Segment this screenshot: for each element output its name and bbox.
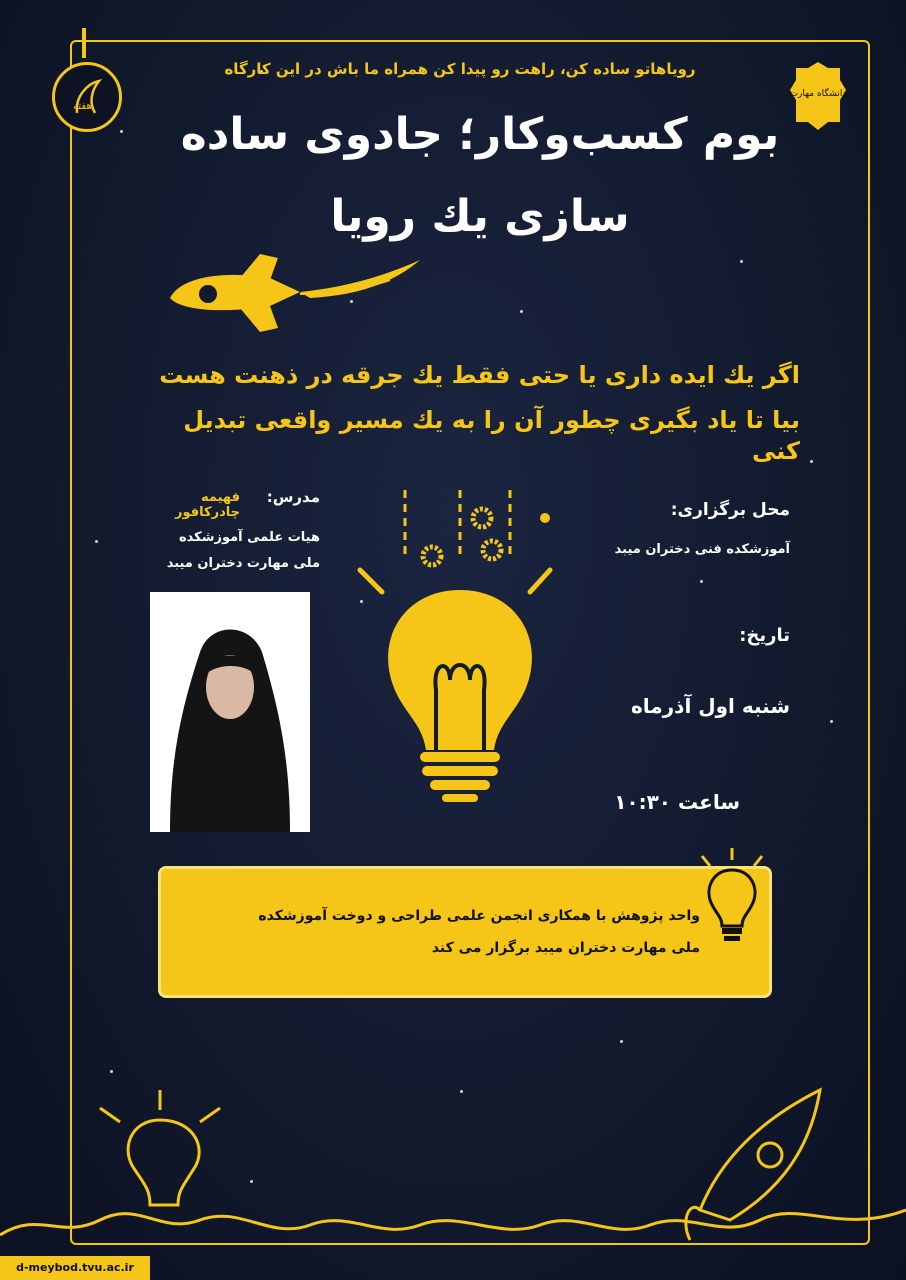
gear-icon: [423, 509, 501, 565]
teacher-photo: [150, 592, 310, 832]
note-line1: واحد پژوهش با همکاری انجمن علمی طراحی و دوخت آموزشکده: [258, 908, 700, 924]
rocket-icon: [160, 248, 430, 338]
lightbulb-icon: [350, 480, 570, 820]
date-label: تاریخ:: [739, 625, 790, 646]
footer-url[interactable]: d-meybod.tvu.ac.ir: [0, 1256, 150, 1280]
lead-line2: بیا تا یاد بگیری چطور آن را به یك مسیر واقعی تبدیل کنی: [183, 406, 800, 466]
venue-value: آموزشکده فنی دختران میبد: [614, 542, 790, 557]
left-logo-text: هفته: [73, 101, 92, 112]
small-lightbulb-icon: [692, 846, 772, 946]
venue-label: محل برگزاری:: [670, 500, 790, 520]
teacher-name: فهیمه چادرکافور: [175, 490, 240, 520]
time-value: ساعت ۱۰:۳۰: [614, 790, 740, 814]
left-logo: [52, 62, 122, 132]
title-line2: سازی یك رویا: [330, 191, 630, 242]
bottom-decoration: [0, 1060, 906, 1256]
note-box: [158, 866, 772, 998]
teacher-role-line2: ملی مهارت دختران میبد: [166, 556, 320, 571]
teacher-role-line1: هیات علمی آموزشکده: [178, 530, 320, 545]
tagline: رویاهاتو ساده کن، راهت رو پیدا کن همراه ما باش در این کارگاه: [224, 60, 696, 78]
date-value: شنبه اول آذرماه: [630, 694, 790, 718]
title-line1: بوم کسب‌وکار؛ جادوی ساده: [180, 109, 780, 160]
teacher-label: مدرس:: [266, 488, 320, 506]
right-logo: [788, 60, 848, 132]
note-line2: ملی مهارت دختران میبد برگزار می کند: [431, 940, 700, 956]
lead-line1: اگر یك ایده داری یا حتی فقط یك جرقه در ذهنت هست: [159, 361, 800, 389]
right-logo-text: دانشگاه مهارت: [789, 89, 847, 99]
